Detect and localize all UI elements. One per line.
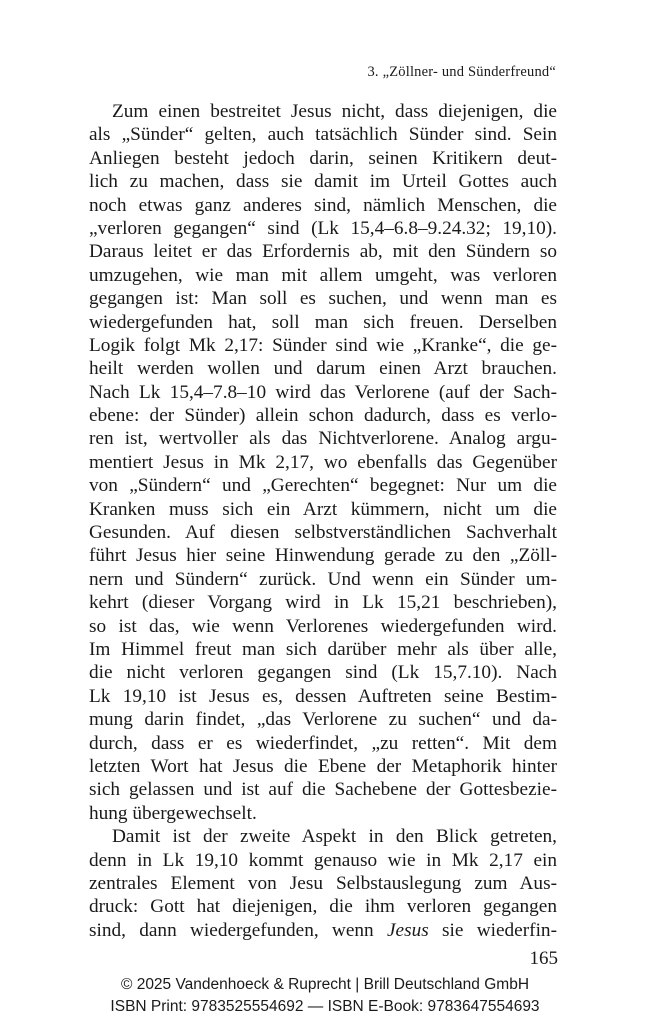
text-line: ebene: der Sünder) allein schon dadurch, dass es verlo- xyxy=(89,405,557,427)
text-line: druck: Gott hat diejenigen, die ihm verloren gegangen xyxy=(89,896,557,918)
copyright-footer: © 2025 Vandenhoeck & Ruprecht | Brill Deutschland GmbH xyxy=(120,976,530,993)
body-text xyxy=(89,100,557,942)
text-line: Zum einen bestreitet Jesus nicht, dass diejenigen, die xyxy=(112,101,557,122)
text-line: Im Himmel freut man sich darüber mehr als über alle, xyxy=(89,638,557,660)
running-head: 3. „Zöllner- und Sünderfreund“ xyxy=(367,64,556,80)
text-line: wiedergefunden hat, soll man sich freuen. Derselben xyxy=(89,311,557,333)
text-line: gegangen ist: Man soll es suchen, und wenn man es xyxy=(89,288,557,310)
text-line: sich gelassen und ist auf die Sachebene der Gottesbezie- xyxy=(89,779,557,801)
text-line: als „Sünder“ gelten, auch tatsächlich Sünder sind. Sein xyxy=(89,124,557,146)
text-line: Logik folgt Mk 2,17: Sünder sind wie „Kranke“, die ge- xyxy=(89,334,557,356)
text-line: zentrales Element von Jesu Selbstauslegung zum Aus- xyxy=(89,872,557,894)
text-run: sind, dann wiedergefunden, wenn xyxy=(89,919,387,941)
text-line: Kranken muss sich ein Arzt kümmern, nicht um die xyxy=(89,498,557,520)
text-line: von „Sündern“ und „Gerechten“ begegnet: Nur um die xyxy=(89,475,557,497)
text-line: letzten Wort hat Jesus die Ebene der Metaphorik hinter xyxy=(89,755,557,777)
page-number: 165 xyxy=(529,948,558,969)
text-line: mentiert Jesus in Mk 2,17, wo ebenfalls das Gegenüber xyxy=(89,451,557,473)
italic-word: Jesus xyxy=(386,919,429,941)
paragraph-1 xyxy=(89,100,557,825)
text-line: Damit ist der zweite Aspekt in den Blick getreten, xyxy=(112,826,557,848)
text-line: Nach Lk 15,4–7.8–10 wird das Verlorene (auf der Sach- xyxy=(89,381,557,403)
text-line: noch etwas ganz anderes sind, nämlich Menschen, die xyxy=(89,194,557,216)
text-line: umzugehen, wie man mit allem umgeht, was verloren xyxy=(89,264,557,286)
text-line: so ist das, wie wenn Verlorenes wiedergefunden wird. xyxy=(89,615,557,637)
text-line: durch, dass er es wiederfindet, „zu retten“. Mit dem xyxy=(89,732,557,754)
text-line: lich zu machen, dass sie damit im Urteil Gottes auch xyxy=(89,171,557,193)
isbn-footer: ISBN Print: 9783525554692 — ISBN E-Book: 9783647554693 xyxy=(110,998,540,1015)
text-line: Lk 19,10 ist Jesus es, dessen Auftreten seine Bestim- xyxy=(89,685,557,707)
text-line: nern und Sündern“ zurück. Und wenn ein Sünder um- xyxy=(89,568,557,590)
text-line: „verloren gegangen“ sind (Lk 15,4–6.8–9.24.32; 19,10). xyxy=(89,217,557,239)
text-line: kehrt (dieser Vorgang wird in Lk 15,21 beschrieben), xyxy=(89,592,557,614)
text-line: Anliegen besteht jedoch darin, seinen Kritikern deut- xyxy=(89,147,557,169)
text-run: sie wiederfin- xyxy=(428,919,557,941)
text-line: denn in Lk 19,10 kommt genauso wie in Mk 2,17 ein xyxy=(89,849,557,871)
text-line: ren ist, wertvoller als das Nichtverlorene. Analog argu- xyxy=(89,428,557,450)
text-line: mung darin findet, „das Verlorene zu suchen“ und da- xyxy=(89,709,557,731)
text-line xyxy=(89,919,557,942)
text-line: Gesunden. Auf diesen selbstverständlichen Sachverhalt xyxy=(89,522,557,544)
paragraph-2 xyxy=(89,825,557,942)
text-line: führt Jesus hier seine Hinwendung gerade zu den „Zöll- xyxy=(89,545,557,567)
text-line: heilt werden wollen und darum einen Arzt brauchen. xyxy=(89,358,557,380)
text-line: die nicht verloren gegangen sind (Lk 15,7.10). Nach xyxy=(89,662,557,684)
text-line: hung übergewechselt. xyxy=(89,802,257,824)
text-line: Daraus leitet er das Erfordernis ab, mit den Sündern so xyxy=(89,241,557,263)
